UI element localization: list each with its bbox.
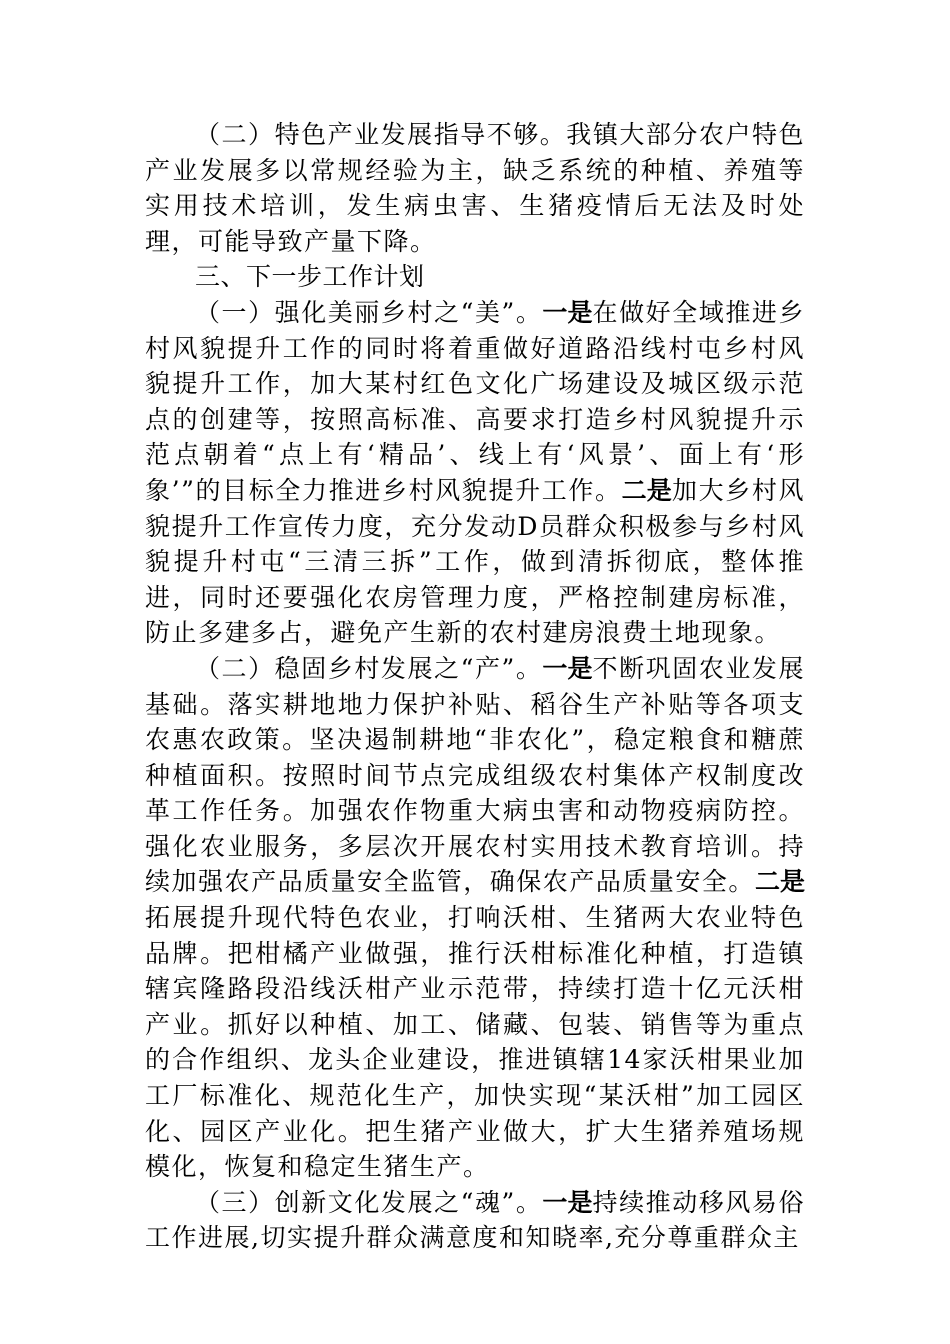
document-body	[145, 117, 805, 1256]
point-marker-first: 一是	[542, 297, 593, 327]
paragraph-lead: （二）稳固乡村发展之“产”。	[195, 653, 543, 683]
paragraph-lead: （三）创新文化发展之“魂”。	[195, 1187, 543, 1217]
paragraph-text: 持续推动移风易俗工作进展,切实提升群众满意度和知晓率,充分尊重群众主	[145, 1187, 805, 1253]
point-marker-second: 二是	[621, 475, 672, 505]
paragraph-beautiful-village	[145, 295, 805, 651]
section-heading-next-steps	[145, 259, 805, 295]
paragraph-culture	[145, 1185, 805, 1256]
point-marker-second: 二是	[754, 867, 805, 897]
paragraph-village-industry	[145, 651, 805, 1185]
paragraph-text: 在做好全域推进乡村风貌提升工作的同时将着重做好道路沿线村屯乡村风貌提升工作，加大某村红色文化广场建设及城区级示范点的创建等，按照高标准、高要求打造乡村风貌提升示范点朝着“点上有‘精品’、线上有‘风景’、面上有‘形象’”的目标全力推进乡村风貌提升工作。	[145, 297, 805, 505]
paragraph-industry-guidance	[145, 117, 805, 259]
paragraph-lead: （一）强化美丽乡村之“美”。	[195, 297, 543, 327]
paragraph-text: 拓展提升现代特色农业，打响沃柑、生猪两大农业特色品牌。把柑橘产业做强，推行沃柑标准化种植，打造镇辖宾隆路段沿线沃柑产业示范带，持续打造十亿元沃柑产业。抓好以种植、加工、储藏、包装、销售等为重点的合作组织、龙头企业建设，推进镇辖14家沃柑果业加工厂标准化、规范化生产，加快实现“某沃柑”加工园区化、园区产业化。把生猪产业做大，扩大生猪养殖场规模化，恢复和稳定生猪生产。	[145, 903, 805, 1182]
paragraph-text: 加大乡村风貌提升工作宣传力度，充分发动D员群众积极参与乡村风貌提升村屯“三清三拆”工作，做到清拆彻底，整体推进，同时还要强化农房管理力度，严格控制建房标准，防止多建多占，避免产生新的农村建房浪费土地现象。	[145, 475, 805, 648]
point-marker-first: 一是	[542, 1187, 593, 1217]
heading-text: 三、下一步工作计划	[195, 262, 425, 292]
paragraph-text: （二）特色产业发展指导不够。我镇大部分农户特色产业发展多以常规经验为主，缺乏系统的种植、养殖等实用技术培训，发生病虫害、生猪疫情后无法及时处理，可能导致产量下降。	[145, 120, 805, 256]
point-marker-first: 一是	[542, 653, 593, 683]
paragraph-text: 不断巩固农业发展基础。落实耕地地力保护补贴、稻谷生产补贴等各项支农惠农政策。坚决遏制耕地“非农化”，稳定粮食和糖蔗种植面积。按照时间节点完成组级农村集体产权制度改革工作任务。加强农作物重大病虫害和动物疫病防控。强化农业服务，多层次开展农村实用技术教育培训。持续加强农产品质量安全监管，确保农产品质量安全。	[145, 653, 805, 897]
